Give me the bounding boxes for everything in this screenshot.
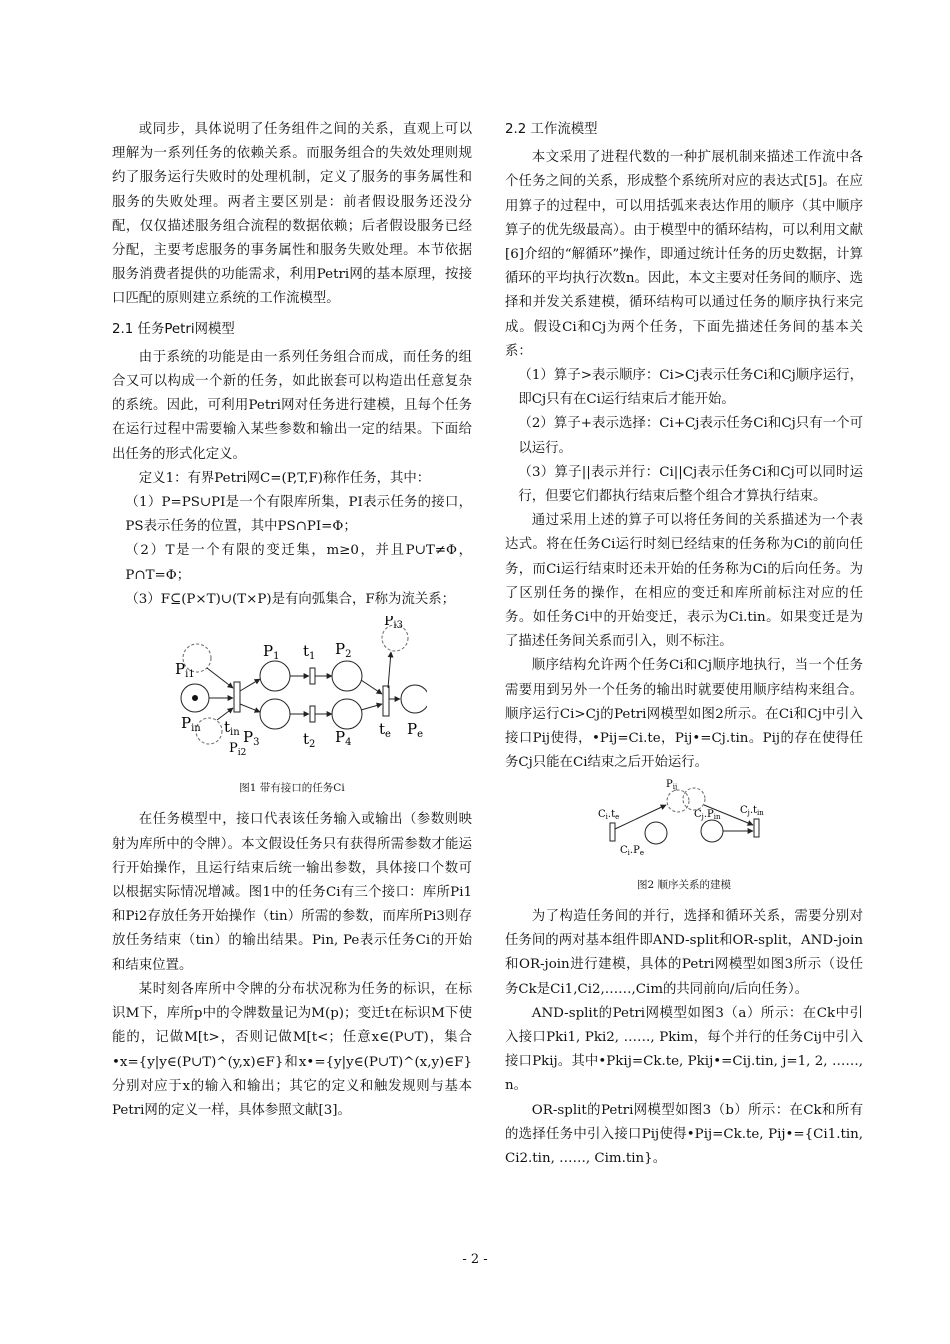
paragraph-parallel: 为了构造任务间的并行，选择和循环关系，需要分别对任务间的两对基本组件即AND-split和OR-split，AND-join和OR-join进行建模，具体的Petri网模型如图3所示（设任务Ck是Ci1,Ci2,……,Cim的共同前向/后向任务）。 [505,908,863,997]
token [192,695,198,701]
section-heading-2-2: 2.2 工作流模型 [505,122,598,137]
figure-1-caption: 图1 带有接口的任务Ci [239,782,345,795]
label-tin: $t_{in}$ [224,718,240,739]
definition-1-item-2: （2）T是一个有限的变迁集，m≥0，并且P∪T≠Φ，P∩T=Φ； [125,543,472,583]
paragraph-sequence: 顺序结构允许两个任务Ci和Cj顺序地执行，当一个任务需要用到另外一个任务的输出时就要使用顺序结构来组合。顺序运行Ci>Cj的Petri网模型如图2所示。在Ci和Cj中引入接口Pij使得，•Pij=Ci.te，Pij•=Cj.tin。Pij的存在使得任务Cj只能在Ci结束之后开始运行。 [505,658,863,771]
figure-2 [505,779,863,866]
operator-choice: （2）算子+表示选择：Ci+Cj表示任务Ci和Cj只有一个可以运行。 [518,416,863,456]
label-p2: $P_2$ [335,640,352,661]
label-t2: $t_2$ [303,730,316,751]
label-te: $t_e$ [379,720,391,741]
paragraph-task-model: 由于系统的功能是由一系列任务组合而成，而任务的组合又可以构成一个新的任务，如此嵌套可以构造出任意复杂的系统。因此，可利用Petri网对任务进行建模，且每个任务在运行过程中需要输入某些参数和输出一定的结果。下面给出任务的形式化定义。 [112,349,472,462]
transition-tin [234,682,240,712]
label-p4: $P_4$ [335,728,352,749]
label-ci-pe: $C_i.P_e$ [620,845,644,858]
transition-t1 [310,668,315,684]
place-pe [401,685,427,713]
place-pij [667,790,689,812]
place-p2 [332,661,362,691]
figure-1-petri-net [157,616,427,761]
right-column [505,118,863,1171]
paragraph-or-split: OR-split的Petri网模型如图3（b）所示：在Ck和所有的选择任务中引入接口Pij使得•Pij=Ck.te, Pij•={Ci1.tin, Ci2.tin, ……, Cim.tin}。 [505,1102,863,1166]
label-t1: $t_1$ [303,642,316,663]
page-number: - 2 - [462,1252,488,1267]
figure-1 [112,616,472,770]
label-pe: $P_e$ [407,720,424,741]
label-p3: $P_3$ [243,728,260,749]
figure-2-caption: 图2 顺序关系的建模 [636,878,732,891]
place-p3 [260,699,290,729]
section-heading-2-1: 2.1 任务Petri网模型 [112,321,235,337]
place-pij-2 [683,788,705,810]
transition-te [383,686,389,716]
label-pin: $P_{in}$ [181,714,201,735]
paragraph-interface: 在任务模型中，接口代表该任务输入或输出（参数则映射为库所中的令牌）。本文假设任务只有获得所需参数才能运行开始操作，且运行结束后统一输出参数，具体接口个数可以根据实际情况增减。图1中的任务Ci有三个接口：库所Pi1和Pi2存放任务开始操作（tin）所需的参数，而库所Pi3则存放任务结束（tin）的输出结果。Pin, Pe表示任务Ci的开始和结束位置。 [112,812,472,973]
paragraph-intro: 或同步，具体说明了任务组件之间的关系，直观上可以理解为一系列任务的依赖关系。而服务组合的失效处理则规约了服务运行失败时的处理机制，定义了服务的事务属性和服务的失败处理。两者主要区别是：前者假设服务还没分配，仅仅描述服务组合流程的数据依赖；后者假设服务已经分配，主要考虑服务的事务属性和服务失败处理。本节依据服务消费者提供的功能需求，利用Petri网的基本原理，按接口匹配的原则建立系统的工作流模型。 [112,122,472,307]
figure-2-petri-net [594,779,774,857]
definition-1-item-3: （3）F⊆(P×T)∪(T×P)是有向弧集合，F称为流关系； [125,591,456,607]
label-ci-te: $C_i.t_e$ [598,809,620,822]
place-p1 [260,661,290,691]
paragraph-marking: 某时刻各库所中令牌的分布状况称为任务的标识，在标识M下，库所p中的令牌数量记为M(p)；变迁t在标识M下使能的，记做M[t>，否则记做M[t<；任意x∈(P∪T)，集合•x={y|y∈(P∪T)^(y,x)∈F}和x•={y|y∈(P∪T)^(x,y)∈F}分别对应于x的输入和输出；其它的定义和触发规则与基本Petri网的定义一样，具体参照文献[3]。 [112,981,472,1118]
place-pi1 [183,644,211,672]
label-cj-pin: $C_j.P_{in}$ [694,809,721,822]
place-ci-pe [645,822,667,844]
label-pi1: $P_{i1}$ [175,660,195,681]
label-pi2: $P_{i2}$ [229,741,247,759]
definition-1: 定义1：有界Petri网C=(P,T,F)称作任务，其中： [138,470,431,486]
label-pij: $P_{ij}$ [666,779,678,792]
transition-t2 [310,706,315,722]
transition-ci-te [610,823,615,841]
label-p1: $P_1$ [263,642,280,663]
transition-cj-tin [754,819,759,837]
operator-sequence: （1）算子>表示顺序：Ci>Cj表示任务Ci和Cj顺序运行，即Cj只有在Ci运行结束后才能开始。 [518,368,863,408]
operator-parallel: （3）算子||表示并行：Ci||Cj表示任务Ci和Cj可以同时运行，但要它们都执行结束后整个组合才算执行结束。 [518,464,863,505]
place-cj-pin [701,820,723,842]
paragraph-predecessor: 通过采用上述的算子可以将任务间的关系描述为一个表达式。将在任务Ci运行时刻已经结束的任务称为Ci的前向任务，而Ci运行结束时还未开始的任务称为Ci的后向任务。为了区别任务的操作，在相应的变迁和库所前标注对应的任务。如任务Ci中的开始变迁，表示为Ci.tin。如果变迁是为了描述任务间关系而引入，则不标注。 [505,513,863,650]
paragraph-workflow: 本文采用了进程代数的一种扩展机制来描述工作流中各个任务之间的关系，形成整个系统所对应的表达式[5]。在应用算子的过程中，可以用括弧来表达作用的顺序（其中顺序算子的优先级最高）。由于模型中的循环结构，可以利用文献[6]介绍的“解循环”操作，即通过统计任务的历史数据，计算循环的平均执行次数n。因此，本文主要对任务间的顺序、选择和并发关系建模，循环结构可以通过任务的顺序执行来完成。假设Ci和Cj为两个任务，下面先描述任务间的基本关系： [505,150,863,359]
paragraph-and-split: AND-split的Petri网模型如图3（a）所示：在Ck中引入接口Pki1, Pki2, ……, Pkim，每个并行的任务Cij中引入接口Pkij。其中•Pkij=Ck.te, Pkij•=Cij.tin, j=1, 2, ……, n。 [505,1005,863,1094]
place-p4 [332,699,362,729]
label-pi3: $P_{i3}$ [384,616,403,632]
definition-1-item-1: （1）P=PS∪PI是一个有限库所集，PI表示任务的接口，PS表示任务的位置，其中PS∩PI=Φ； [125,495,472,535]
label-cj-tin: $C_j.t_{in}$ [740,805,764,818]
left-column [112,118,472,1123]
